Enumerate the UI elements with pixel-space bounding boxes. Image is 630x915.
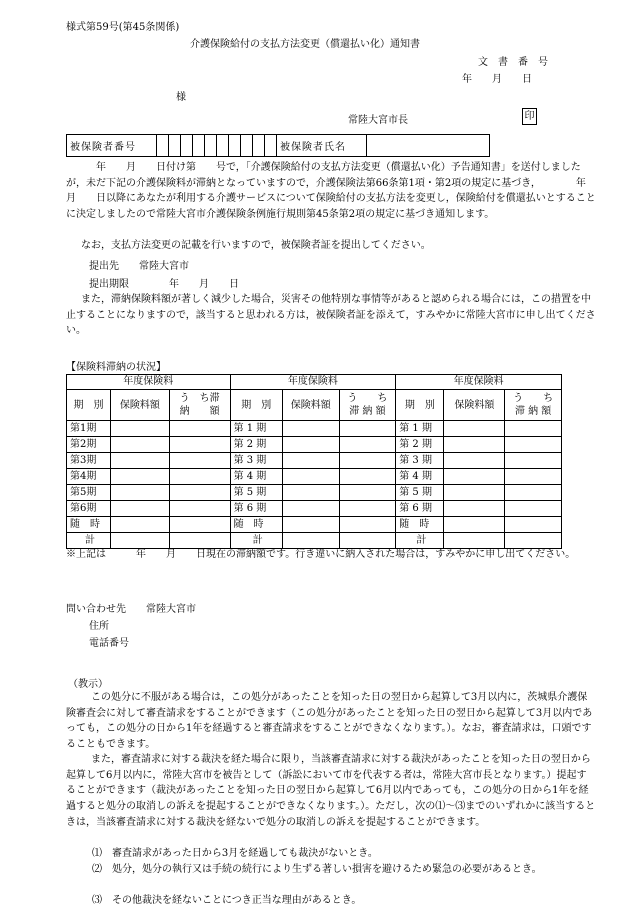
arrears-cell[interactable] xyxy=(339,517,396,533)
period-label: 第 3 期 xyxy=(230,453,282,469)
arrears-cell[interactable] xyxy=(505,517,562,533)
premium-cell[interactable] xyxy=(282,437,339,453)
fiscal-year-header: 年度保険料 xyxy=(396,375,562,390)
period-label: 第1期 xyxy=(67,421,111,437)
instruction-item: ⑴ 審査請求があった日から3月を経過しても裁決がないとき。 xyxy=(92,848,378,859)
period-column-header: 期 別 xyxy=(67,390,111,421)
contact-address: 住所 xyxy=(89,621,109,632)
insured-number-digit[interactable] xyxy=(253,135,265,157)
contact-phone: 電話番号 xyxy=(89,638,129,649)
premium-cell[interactable] xyxy=(444,469,505,485)
insured-number-digit[interactable] xyxy=(241,135,253,157)
premium-cell[interactable] xyxy=(282,501,339,517)
premium-cell[interactable] xyxy=(111,485,170,501)
arrears-cell[interactable] xyxy=(505,421,562,437)
table-row xyxy=(67,469,562,485)
period-label: 第6期 xyxy=(67,501,111,517)
arrears-cell[interactable] xyxy=(339,485,396,501)
total-label: 計 xyxy=(230,533,282,549)
arrears-cell[interactable] xyxy=(505,437,562,453)
period-label: 第 4 期 xyxy=(230,469,282,485)
premium-cell[interactable] xyxy=(282,469,339,485)
period-label: 第 5 期 xyxy=(396,485,444,501)
arrears-cell[interactable] xyxy=(169,437,230,453)
instruction-paragraph: また，審査請求に対する裁決を経た場合に限り，当該審査請求に対する裁決があったことを知った日の翌日から起算して6月以内に，常陸大宮市を被告として（訴訟において市を代表する者は，常陸大宮市長となります。）提起することができます（裁決があったことを知った日の翌日から起算して6月以内であっても，この処分の日から1年を経過すると処分の取消しの訴えを提起することができなくなります。）。ただし，次の⑴～⑶までのいずれかに該当するときは，当該審査請求に対する裁決を経ないで処分の取消しの訴えを提起することができます。 xyxy=(66,754,596,828)
date-label: 年 月 日 xyxy=(462,74,532,85)
arrears-cell[interactable] xyxy=(505,485,562,501)
insured-number-digit[interactable] xyxy=(169,135,181,157)
premium-cell[interactable] xyxy=(282,453,339,469)
suspension-paragraph: また，滞納保険料額が著しく減少した場合，災害その他特別な事情等があると認められる場合には，この措置を中止することになりますので，該当すると思われる方は，被保険者証を添えて，すみやかに常陸大宮市に申し出てください。 xyxy=(66,294,596,337)
insured-number-digit[interactable] xyxy=(265,135,277,157)
addressee-honorific: 様 xyxy=(176,92,186,103)
period-label: 第2期 xyxy=(67,437,111,453)
period-label: 随 時 xyxy=(230,517,282,533)
insured-number-digit[interactable] xyxy=(229,135,241,157)
premium-cell[interactable] xyxy=(444,485,505,501)
form-number: 様式第59号(第45条関係) xyxy=(66,22,180,33)
seal-mark: 印 xyxy=(522,108,537,125)
arrears-cell[interactable] xyxy=(339,501,396,517)
arrears-column-header: う ち 滞 納 額 xyxy=(339,390,396,421)
total-label: 計 xyxy=(396,533,444,549)
insured-number-digit[interactable] xyxy=(157,135,169,157)
table-row xyxy=(67,437,562,453)
premium-cell[interactable] xyxy=(282,485,339,501)
period-column-header: 期 別 xyxy=(230,390,282,421)
instruction-paragraph: この処分に不服がある場合は，この処分があったことを知った日の翌日から起算して3月以内に，茨城県介護保険審査会に対して審査請求をすることができます（この処分があったことを知った日の翌日から起算して3月以内であっても，この処分の日から1年を経過すると審査請求をすることができなくなります。）。なお，審査請求は，口頭ですることもできます。 xyxy=(66,692,593,751)
arrears-cell[interactable] xyxy=(169,469,230,485)
premium-cell[interactable] xyxy=(111,421,170,437)
insured-name-field[interactable] xyxy=(367,135,490,157)
insured-number-digit[interactable] xyxy=(217,135,229,157)
arrears-column-header: う ち 滞 納 額 xyxy=(505,390,562,421)
arrears-cell[interactable] xyxy=(505,469,562,485)
arrears-cell[interactable] xyxy=(339,453,396,469)
notice-paragraph: 年 月 日付け第 号で，「介護保険給付の支払方法変更（償還払い化）予告通知書」を送付しましたが，未だ下記の介護保険料が滞納となっていますので，介護保険法第66条第1項・第2項の規定に基づき， 年 月 日以降にあなたが利用する介護サービスについて保険給付の支払方法を変更し，保険給付を償還払いとすることに決定しましたので常陸大宮市介護保険条例施行規則第45条第2項の規定に基づき通知します。 xyxy=(66,162,606,221)
premium-cell[interactable] xyxy=(444,437,505,453)
period-label: 第 6 期 xyxy=(230,501,282,517)
arrears-cell[interactable] xyxy=(169,501,230,517)
instruction-title: （教示） xyxy=(68,679,108,690)
premium-cell[interactable] xyxy=(111,453,170,469)
period-column-header: 期 別 xyxy=(396,390,444,421)
arrears-cell[interactable] xyxy=(169,485,230,501)
arrears-cell[interactable] xyxy=(339,421,396,437)
submission-request: なお，支払方法変更の記載を行いますので，被保険者証を提出してください。 xyxy=(81,240,431,251)
submission-deadline: 提出期限 年 月 日 xyxy=(89,279,239,290)
premium-cell[interactable] xyxy=(444,517,505,533)
insured-number-label: 被保険者番号 xyxy=(67,135,157,157)
period-label: 第 5 期 xyxy=(230,485,282,501)
table-row xyxy=(67,421,562,437)
premium-cell[interactable] xyxy=(444,453,505,469)
fiscal-year-header: 年度保険料 xyxy=(230,375,396,390)
premium-cell[interactable] xyxy=(282,517,339,533)
arrears-cell[interactable] xyxy=(505,453,562,469)
premium-column-header: 保険料額 xyxy=(111,390,170,421)
period-label: 第 4 期 xyxy=(396,469,444,485)
period-label: 第3期 xyxy=(67,453,111,469)
premium-cell[interactable] xyxy=(282,421,339,437)
period-label: 第5期 xyxy=(67,485,111,501)
period-label: 第 1 期 xyxy=(230,421,282,437)
arrears-column-header: う ち滞 納 額 xyxy=(169,390,230,421)
premium-column-header: 保険料額 xyxy=(282,390,339,421)
period-label: 第 3 期 xyxy=(396,453,444,469)
period-label: 随 時 xyxy=(396,517,444,533)
premium-cell[interactable] xyxy=(111,501,170,517)
document-title: 介護保険給付の支払方法変更（償還払い化）通知書 xyxy=(190,39,420,50)
instruction-item: ⑵ 処分，処分の執行又は手続の続行により生ずる著しい損害を避けるため緊急の必要があるとき。 xyxy=(92,864,542,875)
premium-cell[interactable] xyxy=(111,437,170,453)
arrears-cell[interactable] xyxy=(169,421,230,437)
premium-cell[interactable] xyxy=(444,501,505,517)
issuer-name: 常陸大宮市長 xyxy=(348,115,408,126)
period-label: 第 6 期 xyxy=(396,501,444,517)
insured-name-label: 被保険者氏名 xyxy=(277,135,367,157)
insured-number-digit[interactable] xyxy=(205,135,217,157)
arrears-cell[interactable] xyxy=(339,469,396,485)
insured-number-digit[interactable] xyxy=(193,135,205,157)
premium-cell[interactable] xyxy=(444,421,505,437)
table-row xyxy=(67,485,562,501)
arrears-note: ※上記は 年 月 日現在の滞納額です。行き違いに納入された場合は，すみやかに申し出てください。 xyxy=(66,549,576,560)
total-label: 計 xyxy=(67,533,111,549)
period-label: 随 時 xyxy=(67,517,111,533)
arrears-cell[interactable] xyxy=(169,453,230,469)
fiscal-year-header: 年度保険料 xyxy=(67,375,231,390)
period-label: 第 1 期 xyxy=(396,421,444,437)
arrears-section-title: 【保険料滞納の状況】 xyxy=(66,362,166,373)
document-number-label: 文 書 番 号 xyxy=(478,57,548,68)
insured-id-table xyxy=(66,134,490,157)
instruction-item: ⑶ その他裁決を経ないことにつき正当な理由があるとき。 xyxy=(92,895,362,906)
arrears-cell[interactable] xyxy=(169,517,230,533)
premium-cell[interactable] xyxy=(111,517,170,533)
arrears-table xyxy=(66,374,562,549)
contact-label: 問い合わせ先 常陸大宮市 xyxy=(66,604,196,615)
table-row xyxy=(67,453,562,469)
period-label: 第 2 期 xyxy=(230,437,282,453)
premium-cell[interactable] xyxy=(111,469,170,485)
arrears-cell[interactable] xyxy=(339,437,396,453)
insured-number-digit[interactable] xyxy=(181,135,193,157)
arrears-cell[interactable] xyxy=(505,501,562,517)
submission-destination: 提出先 常陸大宮市 xyxy=(89,261,189,272)
period-label: 第4期 xyxy=(67,469,111,485)
table-row xyxy=(67,501,562,517)
table-row xyxy=(67,517,562,533)
premium-column-header: 保険料額 xyxy=(444,390,505,421)
period-label: 第 2 期 xyxy=(396,437,444,453)
